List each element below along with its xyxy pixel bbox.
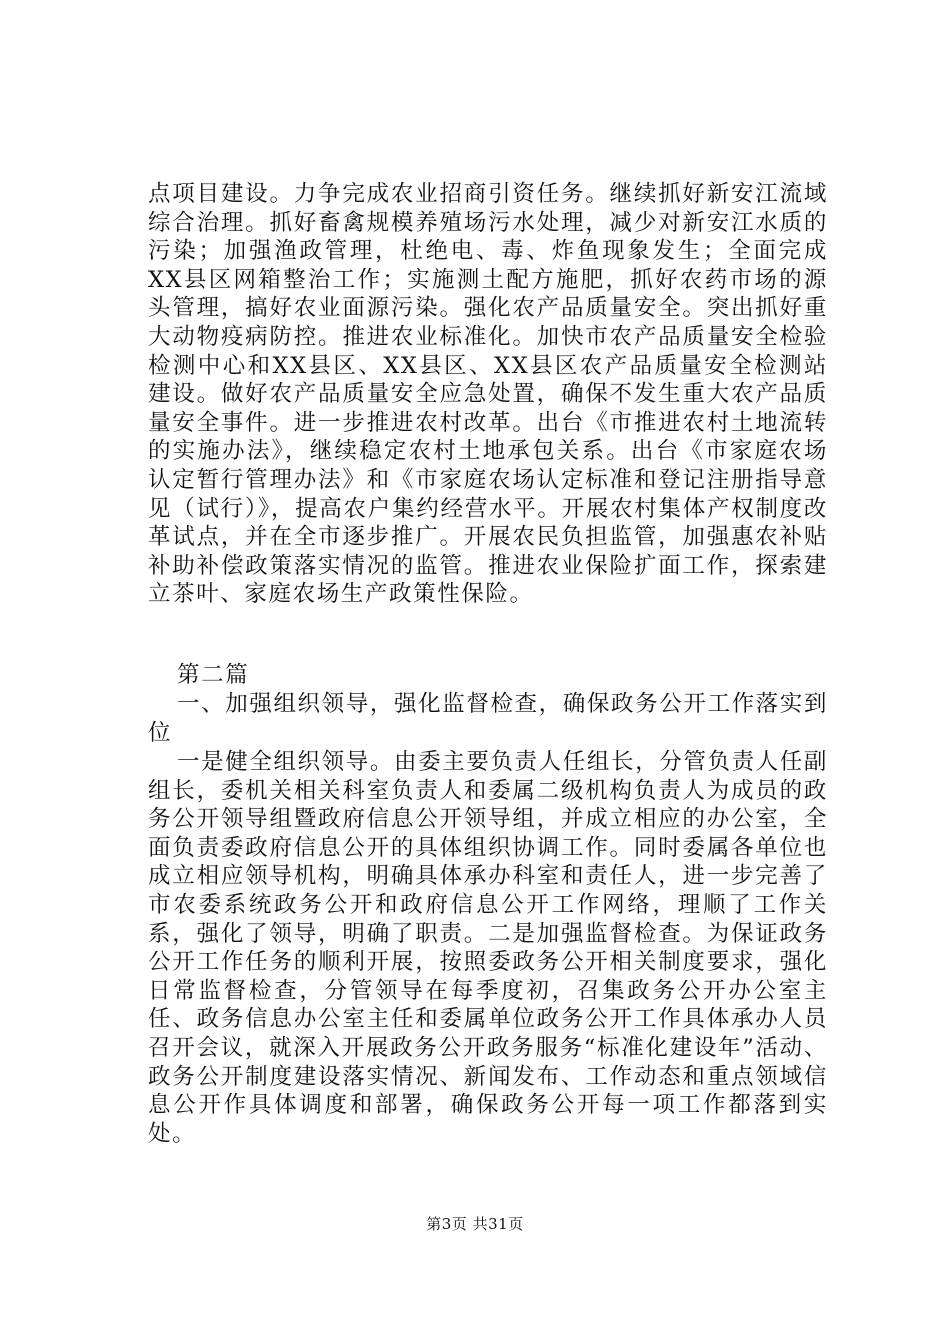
body-paragraph-2: 一、加强组织领导，强化监督检查，确保政务公开工作落实到位 [148, 691, 828, 746]
body-paragraph-1: 点项目建设。力争完成农业招商引资任务。继续抓好新安江流域综合治理。抓好畜禽规模养殖场污水处理，减少对新安江水质的污染；加强渔政管理，杜绝电、毒、炸鱼现象发生；全面完成XX县区网箱整治工作；实施测土配方施肥，抓好农药市场的源头管理，搞好农业面源污染。强化农产品质量安全。突出抓好重大动物疫病防控。推进农业标准化。加快市农产品质量安全检验检测中心和XX县区、XX县区、XX县区农产品质量安全检测站建设。做好农产品质量安全应急处置，确保不发生重大农产品质量安全事件。进一步推进农村改革。出台《市推进农村土地流转的实施办法》，继续稳定农村土地承包关系。出台《市家庭农场认定暂行管理办法》和《市家庭农场认定标准和登记注册指导意见（试行）》，提高农户集约经营水平。开展农村集体产权制度改革试点，并在全市逐步推广。开展农民负担监管，加强惠农补贴补助补偿政策落实情况的监管。推进农业保险扩面工作，探索建立茶叶、家庭农场生产政策性保险。 [148, 181, 828, 608]
page-footer [0, 1214, 950, 1234]
section-heading: 第二篇 [177, 662, 250, 688]
body-paragraph-3: 一是健全组织领导。由委主要负责人任组长，分管负责人任副组长，委机关相关科室负责人和委属二级机构负责人为成员的政务公开领导组暨政府信息公开领导组，并成立相应的办公室，全面负责委政府信息公开的具体组织协调工作。同时委属各单位也成立相应领导机构，明确具体承办科室和责任人，进一步完善了市农委系统政务公开和政府信息公开工作网络，理顺了工作关系，强化了领导，明确了职责。二是加强监督检查。为保证政务公开工作任务的顺利开展，按照委政务公开相关制度要求，强化日常监督检查，分管领导在每季度初，召集政务公开办公室主任、政务信息办公室主任和委属单位政务公开工作具体承办人员召开会议，就深入开展政务公开政务服务“标准化建设年”活动、政务公开制度建设落实情况、新闻发布、工作动态和重点领域信息公开作具体调度和部署，确保政务公开每一项工作都落到实处。 [148, 749, 828, 1147]
page-number: 第3页 共31页 [426, 1215, 524, 1233]
